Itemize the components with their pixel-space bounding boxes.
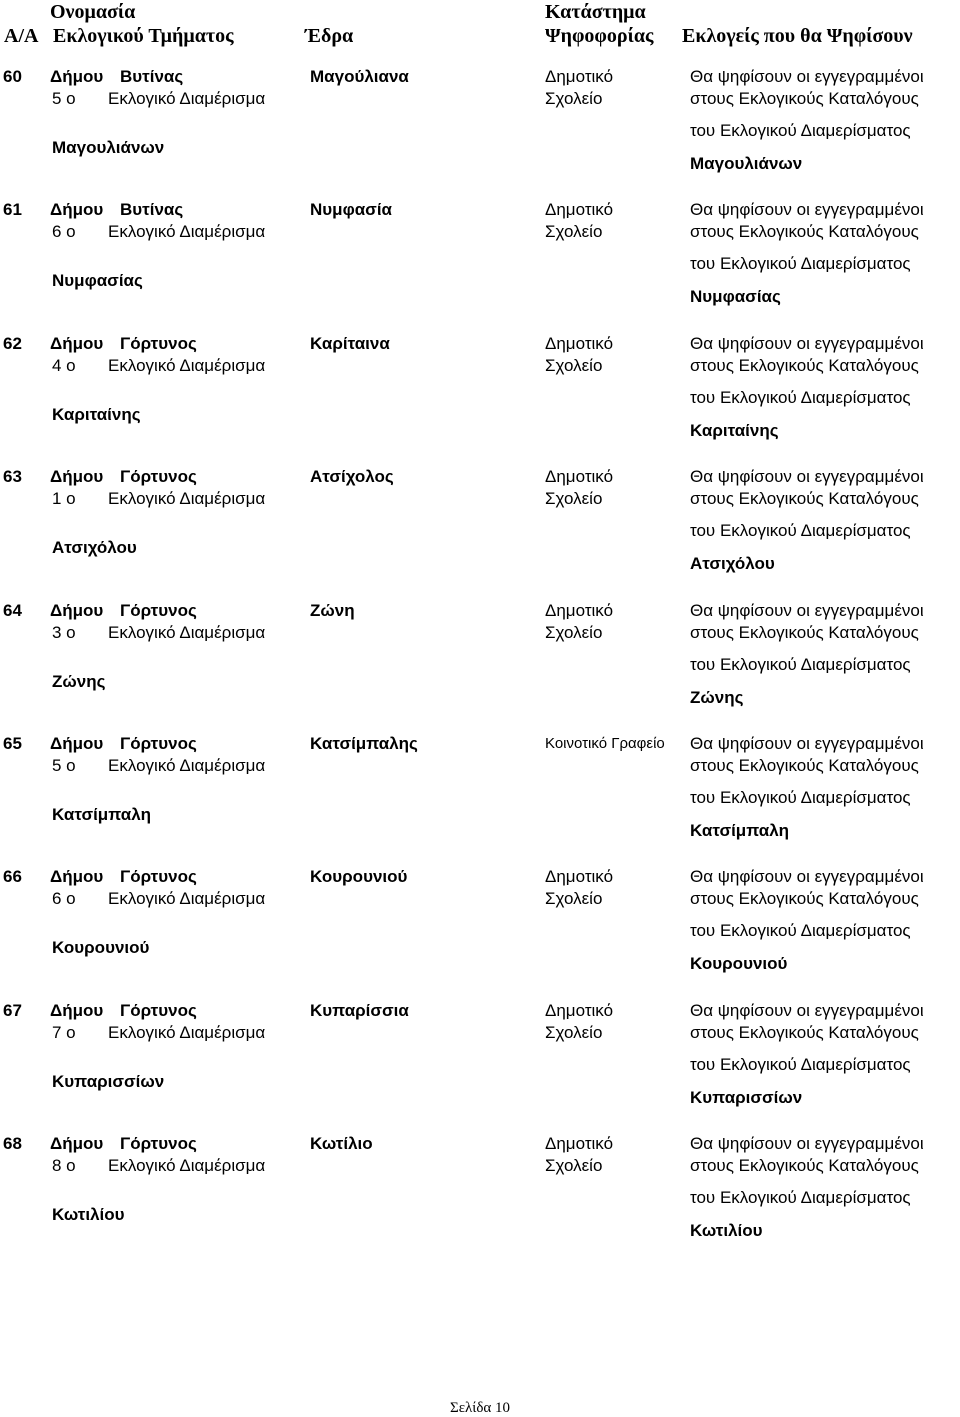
edra: Κυπαρίσσια — [310, 1000, 409, 1020]
header-aa: Α/Α — [4, 25, 39, 47]
katastima-line2: Σχολείο — [545, 355, 603, 375]
dimos-name: Γόρτυνος — [120, 333, 197, 353]
diamerisma-ordinal: 4 ο — [52, 355, 76, 375]
katastima-line1: Δημοτικό — [545, 867, 614, 887]
page-number: Σελίδα 10 — [449, 1400, 510, 1416]
record-row — [0, 600, 960, 734]
header-katastima-line2: Ψηφοφορίας — [545, 25, 654, 47]
diamerisma-ordinal: 6 ο — [52, 889, 76, 909]
eklogeis-line3: του Εκλογικού Διαμερίσματος — [690, 788, 911, 807]
diamerisma-label: Εκλογικό Διαμέρισμα — [108, 889, 266, 909]
edra: Νυμφασία — [310, 200, 392, 220]
header-katastima-line1: Κατάστημα — [545, 1, 646, 23]
eklogeis-line3: του Εκλογικού Διαμερίσματος — [690, 654, 911, 674]
dimos-label: Δήμου — [50, 333, 104, 353]
dimos-label: Δήμου — [50, 867, 104, 887]
dimos-name: Γόρτυνος — [120, 1000, 197, 1020]
diamerisma-place: Κωτιλίου — [52, 1205, 125, 1225]
eklogeis-line4: Κατσίμπαλη — [690, 821, 790, 840]
dimos-label: Δήμου — [50, 467, 104, 487]
diamerisma-ordinal: 7 ο — [52, 1022, 76, 1042]
eklogeis-line4: Κυπαρισσίων — [690, 1087, 803, 1107]
diamerisma-place: Κυπαρισσίων — [52, 1071, 165, 1091]
eklogeis-line4: Κωτιλίου — [690, 1221, 763, 1241]
diamerisma-ordinal: 3 ο — [52, 622, 76, 642]
diamerisma-ordinal: 5 ο — [52, 756, 76, 775]
record-row — [0, 333, 960, 467]
katastima-line2: Σχολείο — [545, 622, 603, 642]
katastima-line2: Σχολείο — [545, 889, 603, 909]
dimos-name: Βυτίνας — [120, 67, 184, 86]
katastima-line2: Σχολείο — [545, 222, 603, 242]
edra: Κατσίμπαλης — [310, 734, 418, 753]
eklogeis-line2: στους Εκλογικούς Καταλόγους — [690, 1156, 919, 1176]
header-name-line1: Ονομασία — [50, 1, 136, 23]
diamerisma-label: Εκλογικό Διαμέρισμα — [108, 1022, 266, 1042]
katastima-line2: Σχολείο — [545, 89, 603, 108]
header-eklogeis: Εκλογείς που θα Ψηφίσουν — [682, 25, 913, 47]
eklogeis-line3: του Εκλογικού Διαμερίσματος — [690, 521, 911, 541]
eklogeis-line4: Καριταίνης — [690, 420, 779, 440]
eklogeis-line1: Θα ψηφίσουν οι εγγεγραμμένοι — [690, 867, 924, 887]
katastima-line1: Δημοτικό — [545, 467, 614, 487]
katastima-line2: Σχολείο — [545, 1022, 603, 1042]
eklogeis-line2: στους Εκλογικούς Καταλόγους — [690, 355, 919, 375]
diamerisma-place: Μαγουλιάνων — [52, 138, 165, 157]
eklogeis-line4: Ζώνης — [690, 687, 744, 707]
dimos-label: Δήμου — [50, 1134, 104, 1154]
eklogeis-line2: στους Εκλογικούς Καταλόγους — [690, 489, 919, 509]
katastima-line1: Δημοτικό — [545, 67, 614, 86]
record-row — [0, 866, 960, 1000]
record-number: 67 — [3, 1000, 22, 1020]
eklogeis-line1: Θα ψηφίσουν οι εγγεγραμμένοι — [690, 67, 924, 86]
diamerisma-label: Εκλογικό Διαμέρισμα — [108, 622, 266, 642]
dimos-label: Δήμου — [50, 1000, 104, 1020]
dimos-label: Δήμου — [50, 200, 104, 220]
edra: Κουρουνιού — [310, 867, 408, 887]
dimos-name: Γόρτυνος — [120, 734, 197, 753]
katastima-line1: Δημοτικό — [545, 1000, 614, 1020]
diamerisma-place: Καριταίνης — [52, 404, 141, 424]
katastima-line1: Δημοτικό — [545, 1134, 614, 1154]
diamerisma-place: Ατσιχόλου — [52, 538, 137, 558]
eklogeis-line2: στους Εκλογικούς Καταλόγους — [690, 1022, 919, 1042]
eklogeis-line3: του Εκλογικού Διαμερίσματος — [690, 1054, 911, 1074]
katastima-line1: Δημοτικό — [545, 333, 614, 353]
record-number: 66 — [3, 867, 22, 887]
header-edra: Έδρα — [305, 25, 354, 47]
header-name-line2: Εκλογικού Τμήματος — [53, 25, 234, 47]
eklogeis-line2: στους Εκλογικούς Καταλόγους — [690, 89, 919, 108]
record-row — [0, 199, 960, 333]
record-number: 62 — [3, 333, 22, 353]
record-number: 61 — [3, 200, 22, 220]
eklogeis-line1: Θα ψηφίσουν οι εγγεγραμμένοι — [690, 1000, 924, 1020]
dimos-label: Δήμου — [50, 67, 104, 86]
diamerisma-label: Εκλογικό Διαμέρισμα — [108, 222, 266, 242]
eklogeis-line3: του Εκλογικού Διαμερίσματος — [690, 1188, 911, 1208]
katastima-line2: Σχολείο — [545, 489, 603, 509]
eklogeis-line3: του Εκλογικού Διαμερίσματος — [690, 921, 911, 941]
dimos-name: Γόρτυνος — [120, 1134, 197, 1154]
dimos-label: Δήμου — [50, 600, 104, 620]
diamerisma-ordinal: 8 ο — [52, 1156, 76, 1176]
diamerisma-place: Ζώνης — [52, 671, 106, 691]
diamerisma-ordinal: 1 ο — [52, 489, 76, 509]
diamerisma-place: Κουρουνιού — [52, 938, 150, 958]
katastima-line1: Κοινοτικό Γραφείο — [545, 735, 665, 752]
edra: Ατσίχολος — [310, 467, 394, 487]
eklogeis-line3: του Εκλογικού Διαμερίσματος — [690, 121, 911, 140]
dimos-name: Γόρτυνος — [120, 600, 197, 620]
diamerisma-label: Εκλογικό Διαμέρισμα — [108, 355, 266, 375]
eklogeis-line1: Θα ψηφίσουν οι εγγεγραμμένοι — [690, 333, 924, 353]
eklogeis-line2: στους Εκλογικούς Καταλόγους — [690, 889, 919, 909]
eklogeis-line4: Μαγουλιάνων — [690, 154, 803, 173]
diamerisma-place: Νυμφασίας — [52, 271, 143, 291]
record-number: 64 — [3, 600, 22, 620]
eklogeis-line1: Θα ψηφίσουν οι εγγεγραμμένοι — [690, 200, 924, 220]
katastima-line1: Δημοτικό — [545, 200, 614, 220]
record-row — [0, 1000, 960, 1134]
diamerisma-ordinal: 6 ο — [52, 222, 76, 242]
edra: Καρίταινα — [310, 333, 390, 353]
eklogeis-line1: Θα ψηφίσουν οι εγγεγραμμένοι — [690, 1134, 924, 1154]
katastima-line1: Δημοτικό — [545, 600, 614, 620]
record-row — [0, 466, 960, 600]
eklogeis-line1: Θα ψηφίσουν οι εγγεγραμμένοι — [690, 600, 924, 620]
record-number: 60 — [3, 67, 22, 86]
katastima-line2: Σχολείο — [545, 1156, 603, 1176]
record-row — [0, 1133, 960, 1267]
record-number: 63 — [3, 467, 22, 487]
eklogeis-line2: στους Εκλογικούς Καταλόγους — [690, 622, 919, 642]
diamerisma-label: Εκλογικό Διαμέρισμα — [108, 756, 266, 775]
eklogeis-line3: του Εκλογικού Διαμερίσματος — [690, 387, 911, 407]
eklogeis-line1: Θα ψηφίσουν οι εγγεγραμμένοι — [690, 734, 924, 753]
eklogeis-line2: στους Εκλογικούς Καταλόγους — [690, 222, 919, 242]
dimos-name: Βυτίνας — [120, 200, 184, 220]
diamerisma-label: Εκλογικό Διαμέρισμα — [108, 89, 266, 108]
eklogeis-line3: του Εκλογικού Διαμερίσματος — [690, 254, 911, 274]
eklogeis-line4: Ατσιχόλου — [690, 554, 775, 574]
diamerisma-label: Εκλογικό Διαμέρισμα — [108, 489, 266, 509]
edra: Ζώνη — [310, 600, 355, 620]
eklogeis-line4: Νυμφασίας — [690, 287, 781, 307]
record-number: 68 — [3, 1134, 22, 1154]
eklogeis-line2: στους Εκλογικούς Καταλόγους — [690, 756, 919, 775]
dimos-name: Γόρτυνος — [120, 467, 197, 487]
eklogeis-line4: Κουρουνιού — [690, 954, 788, 974]
diamerisma-label: Εκλογικό Διαμέρισμα — [108, 1156, 266, 1176]
edra: Κωτίλιο — [310, 1134, 373, 1154]
record-row — [0, 66, 960, 200]
diamerisma-ordinal: 5 ο — [52, 89, 76, 108]
eklogeis-line1: Θα ψηφίσουν οι εγγεγραμμένοι — [690, 467, 924, 487]
diamerisma-place: Κατσίμπαλη — [52, 805, 152, 824]
record-row — [0, 733, 960, 867]
record-number: 65 — [3, 734, 22, 753]
dimos-name: Γόρτυνος — [120, 867, 197, 887]
edra: Μαγούλιανα — [310, 67, 409, 86]
dimos-label: Δήμου — [50, 734, 104, 753]
